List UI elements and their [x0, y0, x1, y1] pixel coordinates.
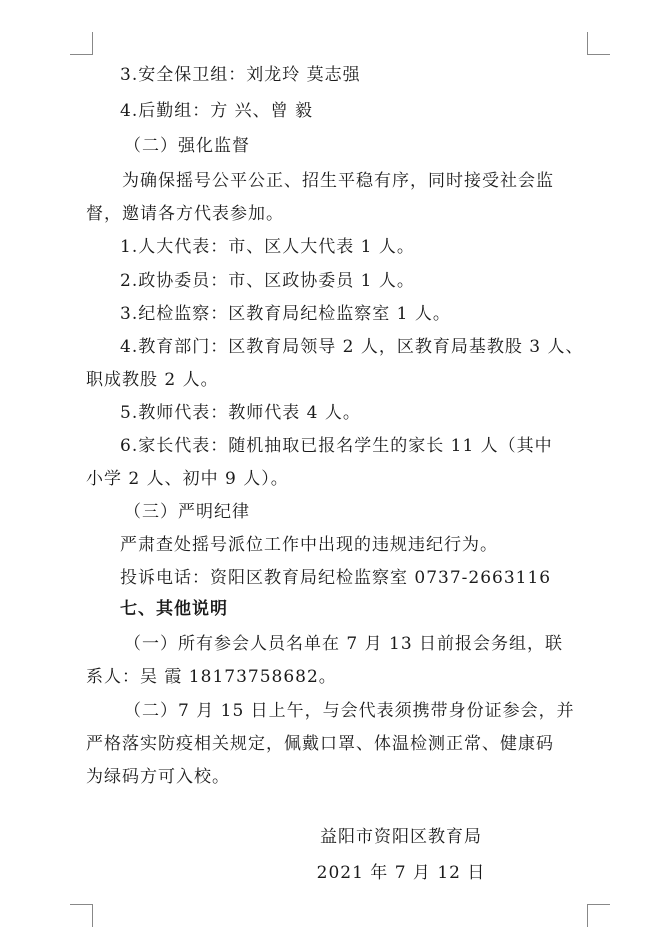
crop-mark-bottom-right [587, 904, 610, 927]
text-line: 5.教师代表：教师代表 4 人。 [120, 403, 361, 423]
crop-mark-bottom-left [70, 904, 93, 927]
signature-date: 2021 年 7 月 12 日 [316, 863, 486, 883]
section-heading: （二）强化监督 [124, 136, 250, 156]
chapter-heading: 七、其他说明 [120, 599, 228, 619]
text-line: 为绿码方可入校。 [86, 767, 230, 787]
section-heading: （三）严明纪律 [124, 502, 250, 522]
text-line: 严肃查处摇号派位工作中出现的违规违纪行为。 [120, 535, 498, 555]
text-line: 小学 2 人、初中 9 人）。 [86, 469, 289, 489]
text-line: 1.人大代表：市、区人大代表 1 人。 [120, 237, 415, 257]
text-line: 督，邀请各方代表参加。 [86, 204, 284, 224]
text-line: 3.安全保卫组：刘龙玲 莫志强 [120, 65, 361, 85]
crop-mark-top-left [70, 32, 93, 55]
crop-mark-top-right [587, 32, 610, 55]
text-line: 职成教股 2 人。 [86, 370, 219, 390]
text-line: 4.后勤组：方 兴、曾 毅 [120, 101, 314, 121]
signature-organization: 益阳市资阳区教育局 [320, 827, 482, 847]
text-line: 6.家长代表：随机抽取已报名学生的家长 11 人（其中 [120, 436, 553, 456]
text-line: 系人：吴 霞 18173758682。 [86, 667, 337, 687]
text-line: 为确保摇号公平公正、招生平稳有序，同时接受社会监 [122, 171, 554, 191]
text-line: 3.纪检监察：区教育局纪检监察室 1 人。 [120, 304, 451, 324]
text-line: 2.政协委员：市、区政协委员 1 人。 [120, 271, 415, 291]
text-line: 严格落实防疫相关规定，佩戴口罩、体温检测正常、健康码 [86, 734, 554, 754]
text-line: （二）7 月 15 日上午，与会代表须携带身份证参会，并 [124, 701, 575, 721]
text-line: 投诉电话：资阳区教育局纪检监察室 0737-2663116 [120, 568, 552, 588]
text-line: 4.教育部门：区教育局领导 2 人，区教育局基教股 3 人、 [120, 337, 584, 357]
text-line: （一）所有参会人员名单在 7 月 13 日前报会务组，联 [124, 634, 564, 654]
